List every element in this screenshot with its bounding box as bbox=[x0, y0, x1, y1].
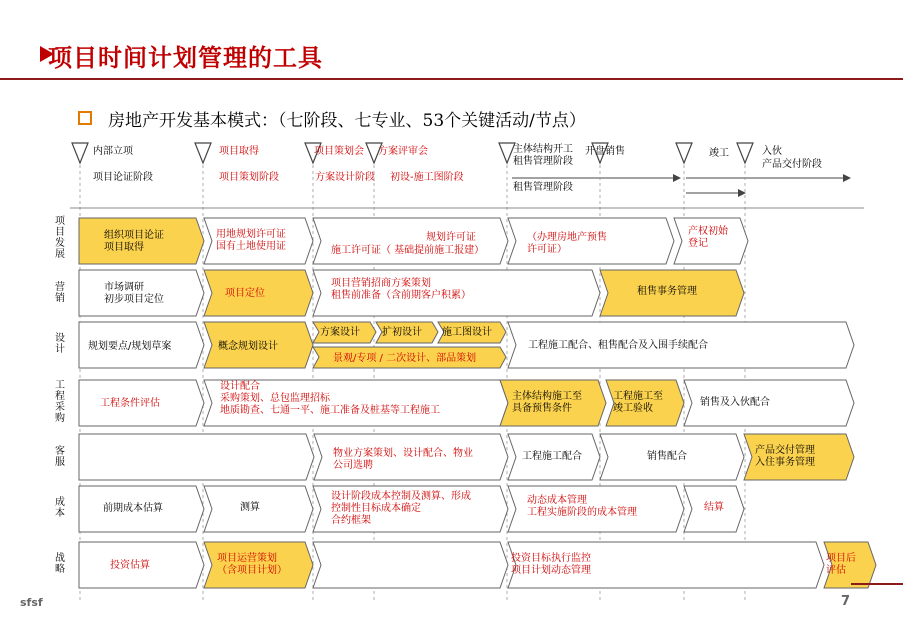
cell-dev-3 bbox=[313, 218, 508, 264]
cell-str-3 bbox=[313, 542, 508, 588]
row-label-cost: 成本 bbox=[55, 497, 65, 519]
stage-label: 项目策划阶段 bbox=[219, 172, 279, 183]
stage-label: 初设-施工图阶段 bbox=[390, 172, 464, 183]
cell-text: 投资目标执行监控 项目计划动态管理 bbox=[511, 553, 591, 576]
phase-label: 内部立项 bbox=[93, 146, 133, 157]
cell-cs-1 bbox=[79, 434, 314, 480]
phase-label: 开盘销售 bbox=[585, 146, 625, 157]
stage-label: 租售管理阶段 bbox=[513, 156, 573, 167]
cell-text: 施工图设计 bbox=[442, 327, 492, 338]
cell-text: （办理房地产预售 许可证） bbox=[527, 232, 607, 255]
cell-text: 景观/专项 / 二次设计、部品策划 bbox=[333, 353, 477, 364]
cell-text: 工程施工配合、租售配合及入围手续配合 bbox=[528, 340, 708, 351]
cell-text: 工程施工至 竣工验收 bbox=[613, 391, 663, 414]
milestone-marker bbox=[676, 143, 692, 163]
cell-text: 测算 bbox=[240, 502, 260, 513]
cell-text: 工程条件评估 bbox=[100, 398, 160, 409]
row-label-str: 战略 bbox=[55, 553, 65, 575]
cell-text: 产品交付管理 入住事务管理 bbox=[755, 445, 815, 468]
milestone-marker bbox=[737, 143, 753, 163]
cell-text: 项目运营策划 （含项目计划） bbox=[217, 553, 287, 576]
cell-text: 规划许可证 bbox=[426, 232, 476, 243]
cell-text: 施工许可证（ 基础提前施工报建） bbox=[331, 245, 485, 256]
phase-label: 方案评审会 bbox=[378, 146, 428, 157]
cell-text: 项目定位 bbox=[225, 288, 265, 299]
cell-text: 市场调研 初步项目定位 bbox=[104, 282, 164, 305]
milestone-marker bbox=[195, 143, 211, 163]
stage-label: 产品交付阶段 bbox=[762, 159, 822, 170]
row-label-des: 设计 bbox=[55, 333, 65, 355]
row-label-mkt: 营销 bbox=[55, 282, 65, 304]
milestone-marker bbox=[72, 143, 88, 163]
cell-text: 概念规划设计 bbox=[218, 341, 278, 352]
cell-text: 设计阶段成本控制及测算、形成 控制性目标成本确定 合约框架 bbox=[331, 491, 471, 526]
cell-text: 设计配合 采购策划、总包监理招标 地质勘查、七通一平、施工准备及桩基等工程施工 bbox=[220, 381, 440, 416]
footer-divider bbox=[851, 583, 903, 585]
row-label-eng: 工程采购 bbox=[55, 380, 65, 424]
page-title: 项目时间计划管理的工具 bbox=[48, 44, 323, 72]
phase-label: 项目取得 bbox=[219, 146, 259, 157]
row-label-dev: 项目发展 bbox=[55, 216, 65, 260]
page-subtitle: 房地产开发基本模式：（七阶段、七专业、53个关键活动/节点） bbox=[108, 111, 586, 131]
cell-text: 销售配合 bbox=[647, 451, 687, 462]
cell-text: 组织项目论证 项目取得 bbox=[104, 230, 164, 253]
cell-text: 物业方案策划、设计配合、物业 公司选聘 bbox=[333, 448, 473, 471]
cell-text: 主体结构施工至 具备预售条件 bbox=[512, 391, 582, 414]
phase-label: 竣工 bbox=[709, 148, 729, 159]
cell-text: 前期成本估算 bbox=[103, 503, 163, 514]
cell-text: 工程施工配合 bbox=[522, 451, 582, 462]
cell-text: 项目营销招商方案策划 租售前准备（含前期客户积累） bbox=[331, 278, 471, 301]
cell-text: 租售事务管理 bbox=[637, 286, 697, 297]
stage-label: 方案设计阶段 bbox=[315, 172, 375, 183]
footer-label: sfsf bbox=[20, 596, 43, 609]
cell-text: 方案设计 bbox=[320, 327, 360, 338]
cell-text: 用地规划许可证 国有土地使用证 bbox=[216, 229, 286, 252]
cell-text: 销售及入伙配合 bbox=[700, 397, 770, 408]
cell-text: 结算 bbox=[704, 502, 724, 513]
stage-label: 项目论证阶段 bbox=[93, 172, 153, 183]
phase-label: 主体结构开工 bbox=[513, 144, 573, 155]
stage-label-extra: 租售管理阶段 bbox=[513, 182, 573, 193]
page-number: 7 bbox=[841, 594, 851, 609]
cell-text: 投资估算 bbox=[110, 560, 150, 571]
phase-label: 项目策划会 bbox=[314, 146, 364, 157]
cell-text: 产权初始 登记 bbox=[688, 226, 728, 249]
cell-text: 项目后 评估 bbox=[826, 553, 856, 576]
cell-text: 动态成本管理 工程实施阶段的成本管理 bbox=[527, 495, 637, 518]
cell-text: 扩初设计 bbox=[382, 327, 422, 338]
phase-label: 入伙 bbox=[762, 146, 782, 157]
row-label-cs: 客服 bbox=[55, 446, 65, 468]
cell-text: 规划要点/规划草案 bbox=[88, 341, 172, 352]
